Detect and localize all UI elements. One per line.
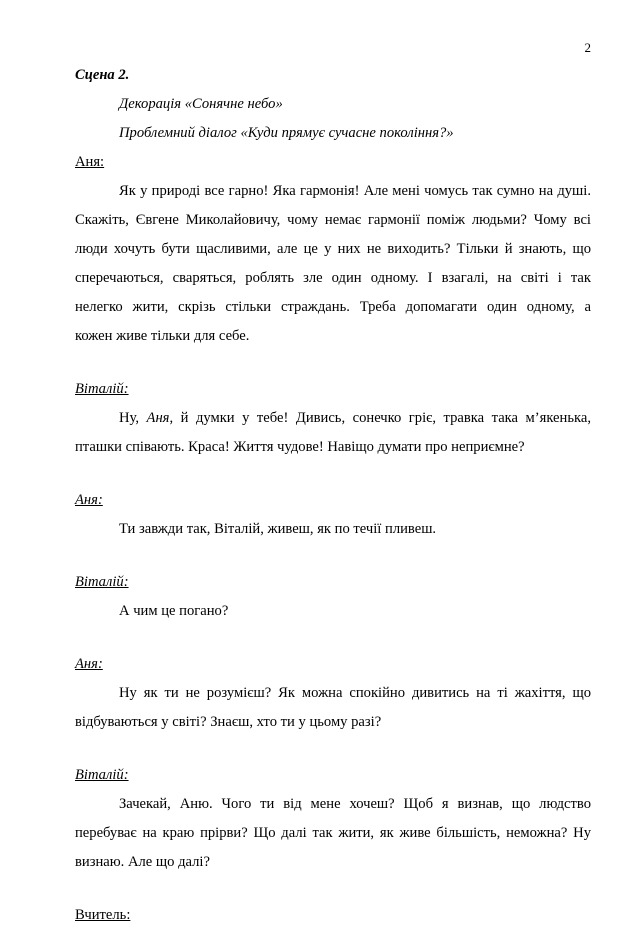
dialog-block — [75, 650, 591, 737]
speech-line: Ну як ти не розумієш? Як можна спокійно дивитись на ті жахіття, що — [119, 685, 591, 701]
speech-line: Зачекай, Аню. Чого ти від мене хочеш? Щоб я визнав, що людство — [119, 796, 591, 812]
speech-line: сперечаються, сваряться, роблять зле один одному. І взагалі, на світі і так — [75, 270, 591, 286]
speaker-name: Віталій: — [75, 381, 129, 397]
speech-paragraph — [75, 177, 591, 351]
speaker-name: Віталій: — [75, 574, 129, 590]
speech-line: нелегко жити, скрізь стільки страждань. Треба допомагати один одному, а — [75, 299, 591, 315]
speech-line: А чим це погано? — [119, 603, 229, 619]
speaker-name: Вчитель: — [75, 907, 131, 923]
speech-paragraph — [75, 404, 591, 462]
dialog-block — [75, 568, 591, 626]
speech-line: Скажіть, Євгене Миколайовичу, чому немає гармонії поміж людьми? Чому всі — [75, 212, 591, 228]
speech-line: Ти завжди так, Віталій, живеш, як по течії пливеш. — [119, 521, 437, 537]
problem-dialog-line: Проблемний діалог «Куди прямує сучасне покоління?» — [119, 125, 454, 141]
speaker-name: Аня: — [75, 492, 103, 508]
speech-line: пташки співають. Краса! Життя чудове! Навіщо думати про неприємне? — [75, 439, 525, 455]
speech-paragraph — [75, 790, 591, 877]
speech-line: Ну, Аня, й думки у тебе! Дивись, сонечко гріє, травка така м’якенька, — [119, 410, 591, 426]
speech-paragraph — [75, 679, 591, 737]
page-number: 2 — [584, 40, 591, 55]
dialog-block — [75, 486, 591, 544]
speech-line: перебуває на краю прірви? Що далі так жити, як живе більшість, неможна? Ну — [75, 825, 591, 841]
dialog-block — [75, 148, 591, 351]
dialog-block — [75, 761, 591, 877]
document-body — [75, 61, 591, 930]
speech-line: кожен живе тільки для себе. — [75, 328, 250, 344]
speech-paragraph — [75, 515, 591, 544]
speech-line: Як у природі все гарно! Яка гармонія! Але мені чомусь так сумно на душі. — [119, 183, 591, 199]
decoration-line: Декорація «Сонячне небо» — [119, 96, 283, 112]
speech-line: люди хочуть бути щасливими, але це у них не виходить? Тільки й знають, що — [75, 241, 591, 257]
speech-paragraph — [75, 597, 591, 626]
scene-title: Сцена 2. — [75, 67, 130, 83]
speaker-name: Аня: — [75, 656, 103, 672]
addressed-name: Аня — [146, 410, 170, 426]
speaker-name: Віталій: — [75, 767, 129, 783]
dialog-block — [75, 901, 591, 930]
speech-line: відбуваються у світі? Знаєш, хто ти у цьому разі? — [75, 714, 382, 730]
dialog-block — [75, 375, 591, 462]
speech-line: визнаю. Але що далі? — [75, 854, 210, 870]
speaker-name: Аня: — [75, 154, 105, 170]
